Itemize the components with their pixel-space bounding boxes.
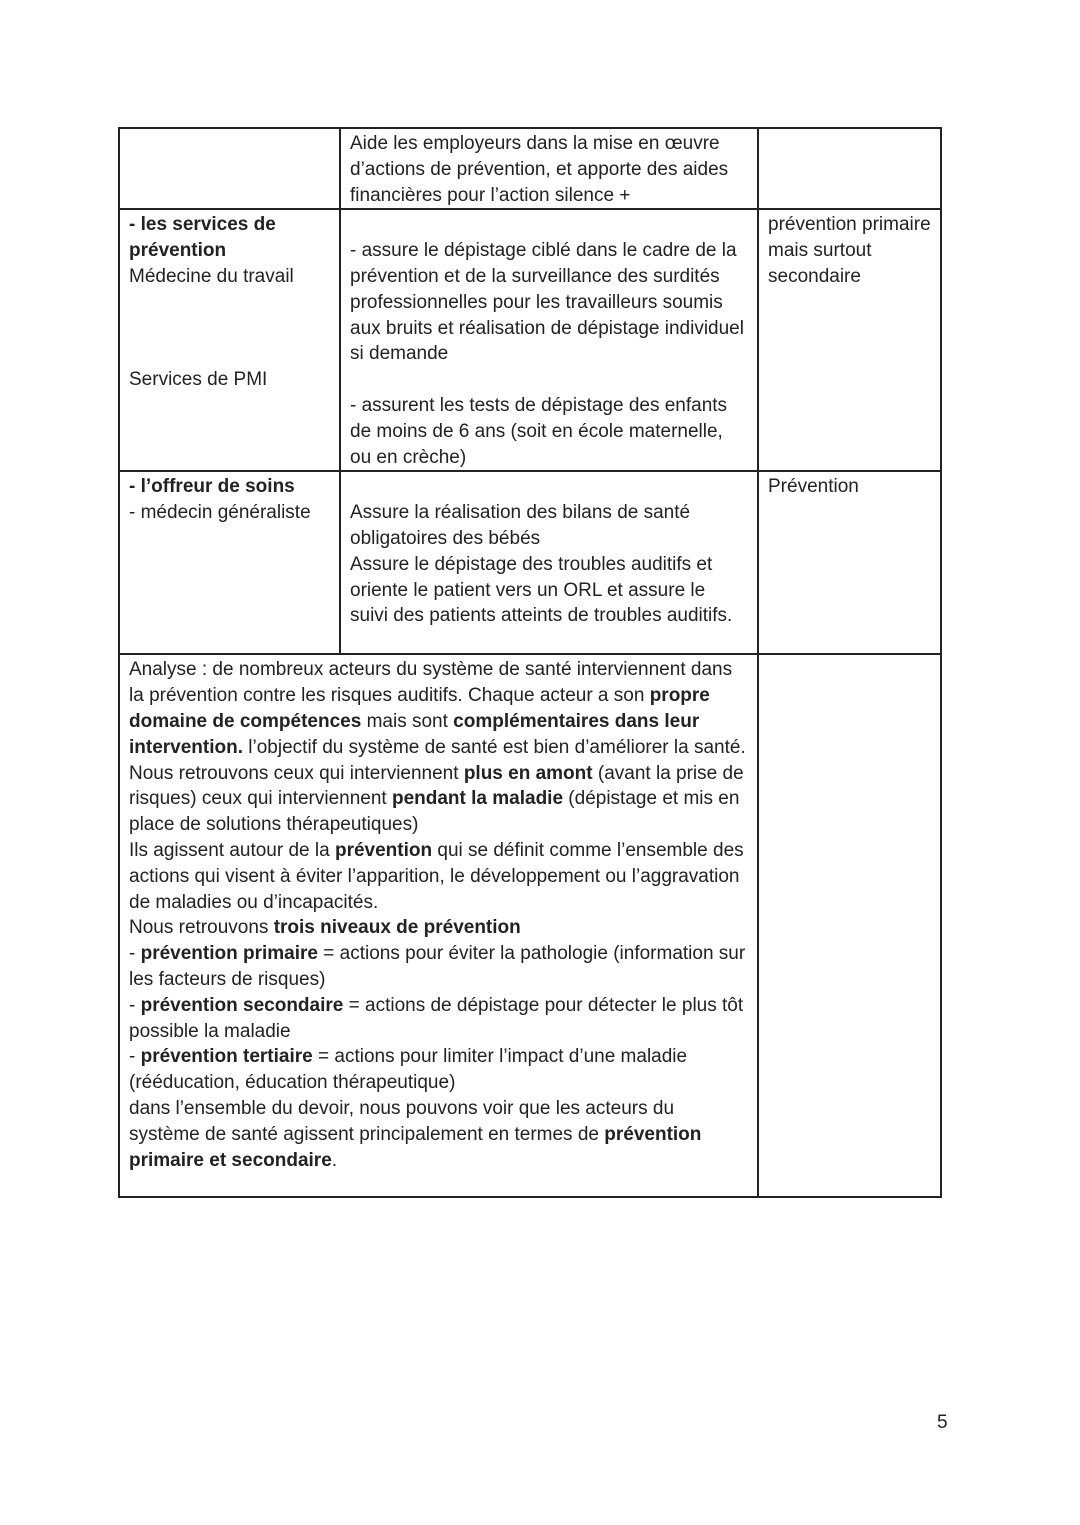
- page-number: 5: [937, 1412, 948, 1433]
- actor-item: Services de PMI: [129, 369, 268, 391]
- role-text: Assure la réalisation des bilans de santé obligatoires des bébés: [350, 502, 691, 549]
- table-row: [119, 209, 941, 471]
- prevention-table: [118, 127, 942, 1198]
- level-cell: [758, 471, 941, 654]
- table-row: [119, 654, 941, 1197]
- role-text: - assure le dépistage ciblé dans le cadre de la prévention et de la surveillance des surdités professionnelles pour les travailleurs soumis aux bruits et réalisation de dépistage individuel si demande: [350, 240, 744, 365]
- actor-item: - médecin généraliste: [129, 502, 311, 524]
- level-cell-empty: [758, 128, 941, 209]
- analysis-paragraph: Ils agissent autour de la prévention qui se définit comme l’ensemble des actions qui visent à éviter l’apparition, le développement ou l’aggravation de maladies ou d’incapacités.: [129, 839, 744, 913]
- analysis-paragraph: dans l’ensemble du devoir, nous pouvons voir que les acteurs du système de santé agissent principalement en termes de prévention primaire et secondaire.: [129, 1097, 702, 1171]
- analysis-paragraph: Nous retrouvons trois niveaux de prévention: [129, 917, 521, 939]
- analysis-paragraph: Analyse : de nombreux acteurs du système de santé interviennent dans la prévention contre les risques auditifs. Chaque acteur a son propre domaine de compétences mais sont complémentaires dans leur intervention. l’objectif du système de santé est bien d’améliorer la santé.: [129, 659, 746, 758]
- table-row: [119, 471, 941, 654]
- level-cell-empty: [758, 654, 941, 1197]
- role-text: - assurent les tests de dépistage des enfants de moins de 6 ans (soit en école maternelle, ou en crèche): [350, 394, 728, 468]
- prevention-level: Prévention: [768, 476, 859, 498]
- actor-item: Médecine du travail: [129, 265, 294, 287]
- role-cell: [340, 471, 758, 654]
- list-item: - prévention primaire = actions pour éviter la pathologie (information sur les facteurs de risques): [129, 943, 746, 990]
- prevention-level: prévention primaire mais surtout secondaire: [768, 214, 931, 287]
- list-item: - prévention secondaire = actions de dépistage pour détecter le plus tôt possible la maladie: [129, 994, 744, 1042]
- table-row: [119, 128, 941, 209]
- actor-cell-empty: [119, 128, 340, 209]
- role-text: Aide les employeurs dans la mise en œuvre d’actions de prévention, et apporte des aides financières pour l’action silence +: [350, 133, 729, 206]
- role-text: Assure le dépistage des troubles auditifs et oriente le patient vers un ORL et assure le suivi des patients atteints de troubles auditifs.: [350, 553, 733, 627]
- analysis-cell: [119, 654, 758, 1197]
- actor-cell: [119, 471, 340, 654]
- actor-heading: - l’offreur de soins: [129, 476, 295, 498]
- role-cell: [340, 128, 758, 209]
- list-item: - prévention tertiaire = actions pour limiter l’impact d’une maladie (rééducation, éducation thérapeutique): [129, 1046, 688, 1094]
- actor-cell: [119, 209, 340, 471]
- actor-heading: - les services de prévention: [129, 214, 276, 262]
- analysis-paragraph: Nous retrouvons ceux qui interviennent plus en amont (avant la prise de risques) ceux qui interviennent pendant la maladie (dépistage et mis en place de solutions thérapeutiques): [129, 762, 744, 836]
- role-cell: [340, 209, 758, 471]
- level-cell: [758, 209, 941, 471]
